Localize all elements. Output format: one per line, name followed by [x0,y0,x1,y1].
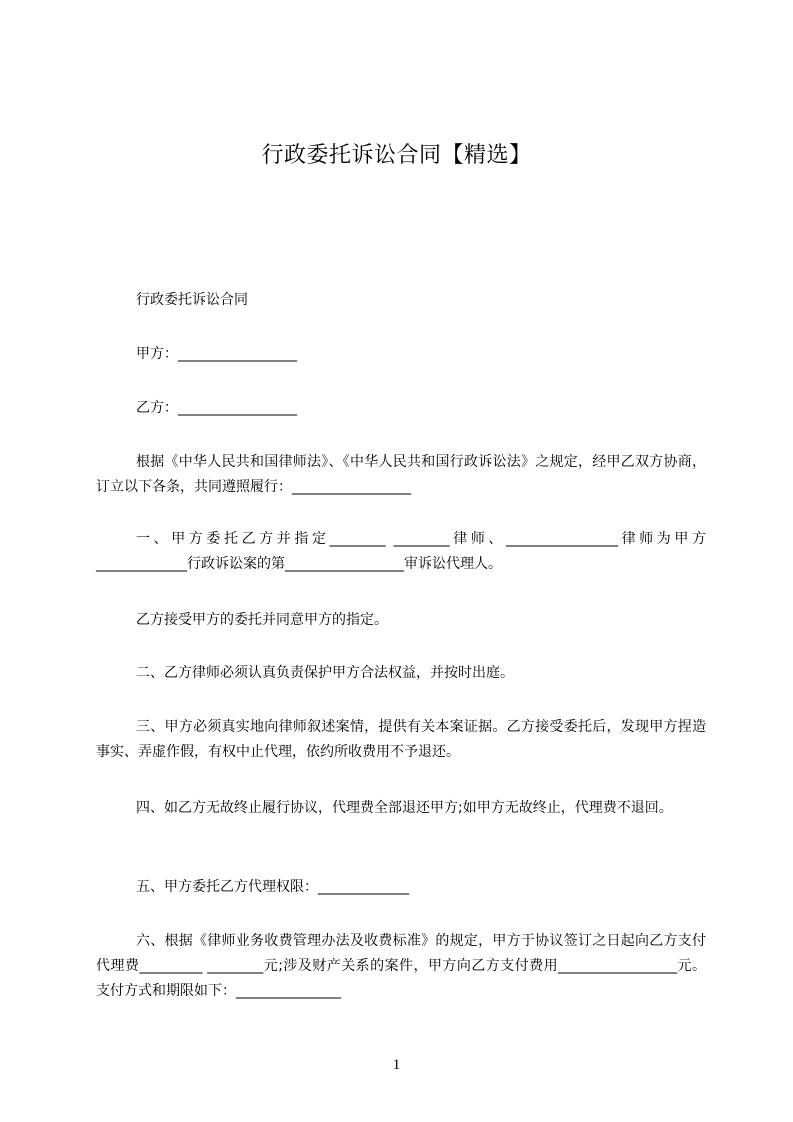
preamble-paragraph: 根据《中华人民共和国律师法》、《中华人民共和国行政诉讼法》之规定，经甲乙双方协商，订立以下各条，共同遵照履行：_________________ [96,454,706,495]
party-b-line: 乙方：_________________ [136,400,297,416]
acceptance-paragraph: 乙方接受甲方的委托并同意甲方的指定。 [136,612,388,628]
clause-1-paragraph: 一、甲方委托乙方并指定________ ________律师、________________律师为甲方_____________行政诉讼案的第_________________审诉讼代理人。 [96,531,706,572]
clause-4-paragraph: 四、如乙方无故终止履行协议，代理费全部退还甲方;如甲方无故终止，代理费不退回。 [136,800,673,816]
document-title: 行政委托诉讼合同【精选】 [261,143,532,168]
clause-2-paragraph: 二、乙方律师必须认真负责保护甲方合法权益，并按时出庭。 [136,665,514,681]
clause-5-paragraph: 五、甲方委托乙方代理权限：_____________ [136,879,409,895]
contract-heading: 行政委托诉讼合同 [136,292,248,308]
page-number: 1 [392,1057,401,1073]
clause-6-paragraph: 六、根据《律师业务收费管理办法及收费标准》的规定，甲方于协议签订之日起向乙方支付代理费_________ ________元;涉及财产关系的案件，甲方向乙方支付费用_________________元。支付方式和期限如下：_______________ [96,933,706,999]
party-a-line: 甲方：_________________ [136,346,297,362]
clause-3-paragraph: 三、甲方必须真实地向律师叙述案情，提供有关本案证据。乙方接受委托后，发现甲方捏造事实、弄虚作假，有权中止代理，依约所收费用不予退还。 [96,719,706,760]
